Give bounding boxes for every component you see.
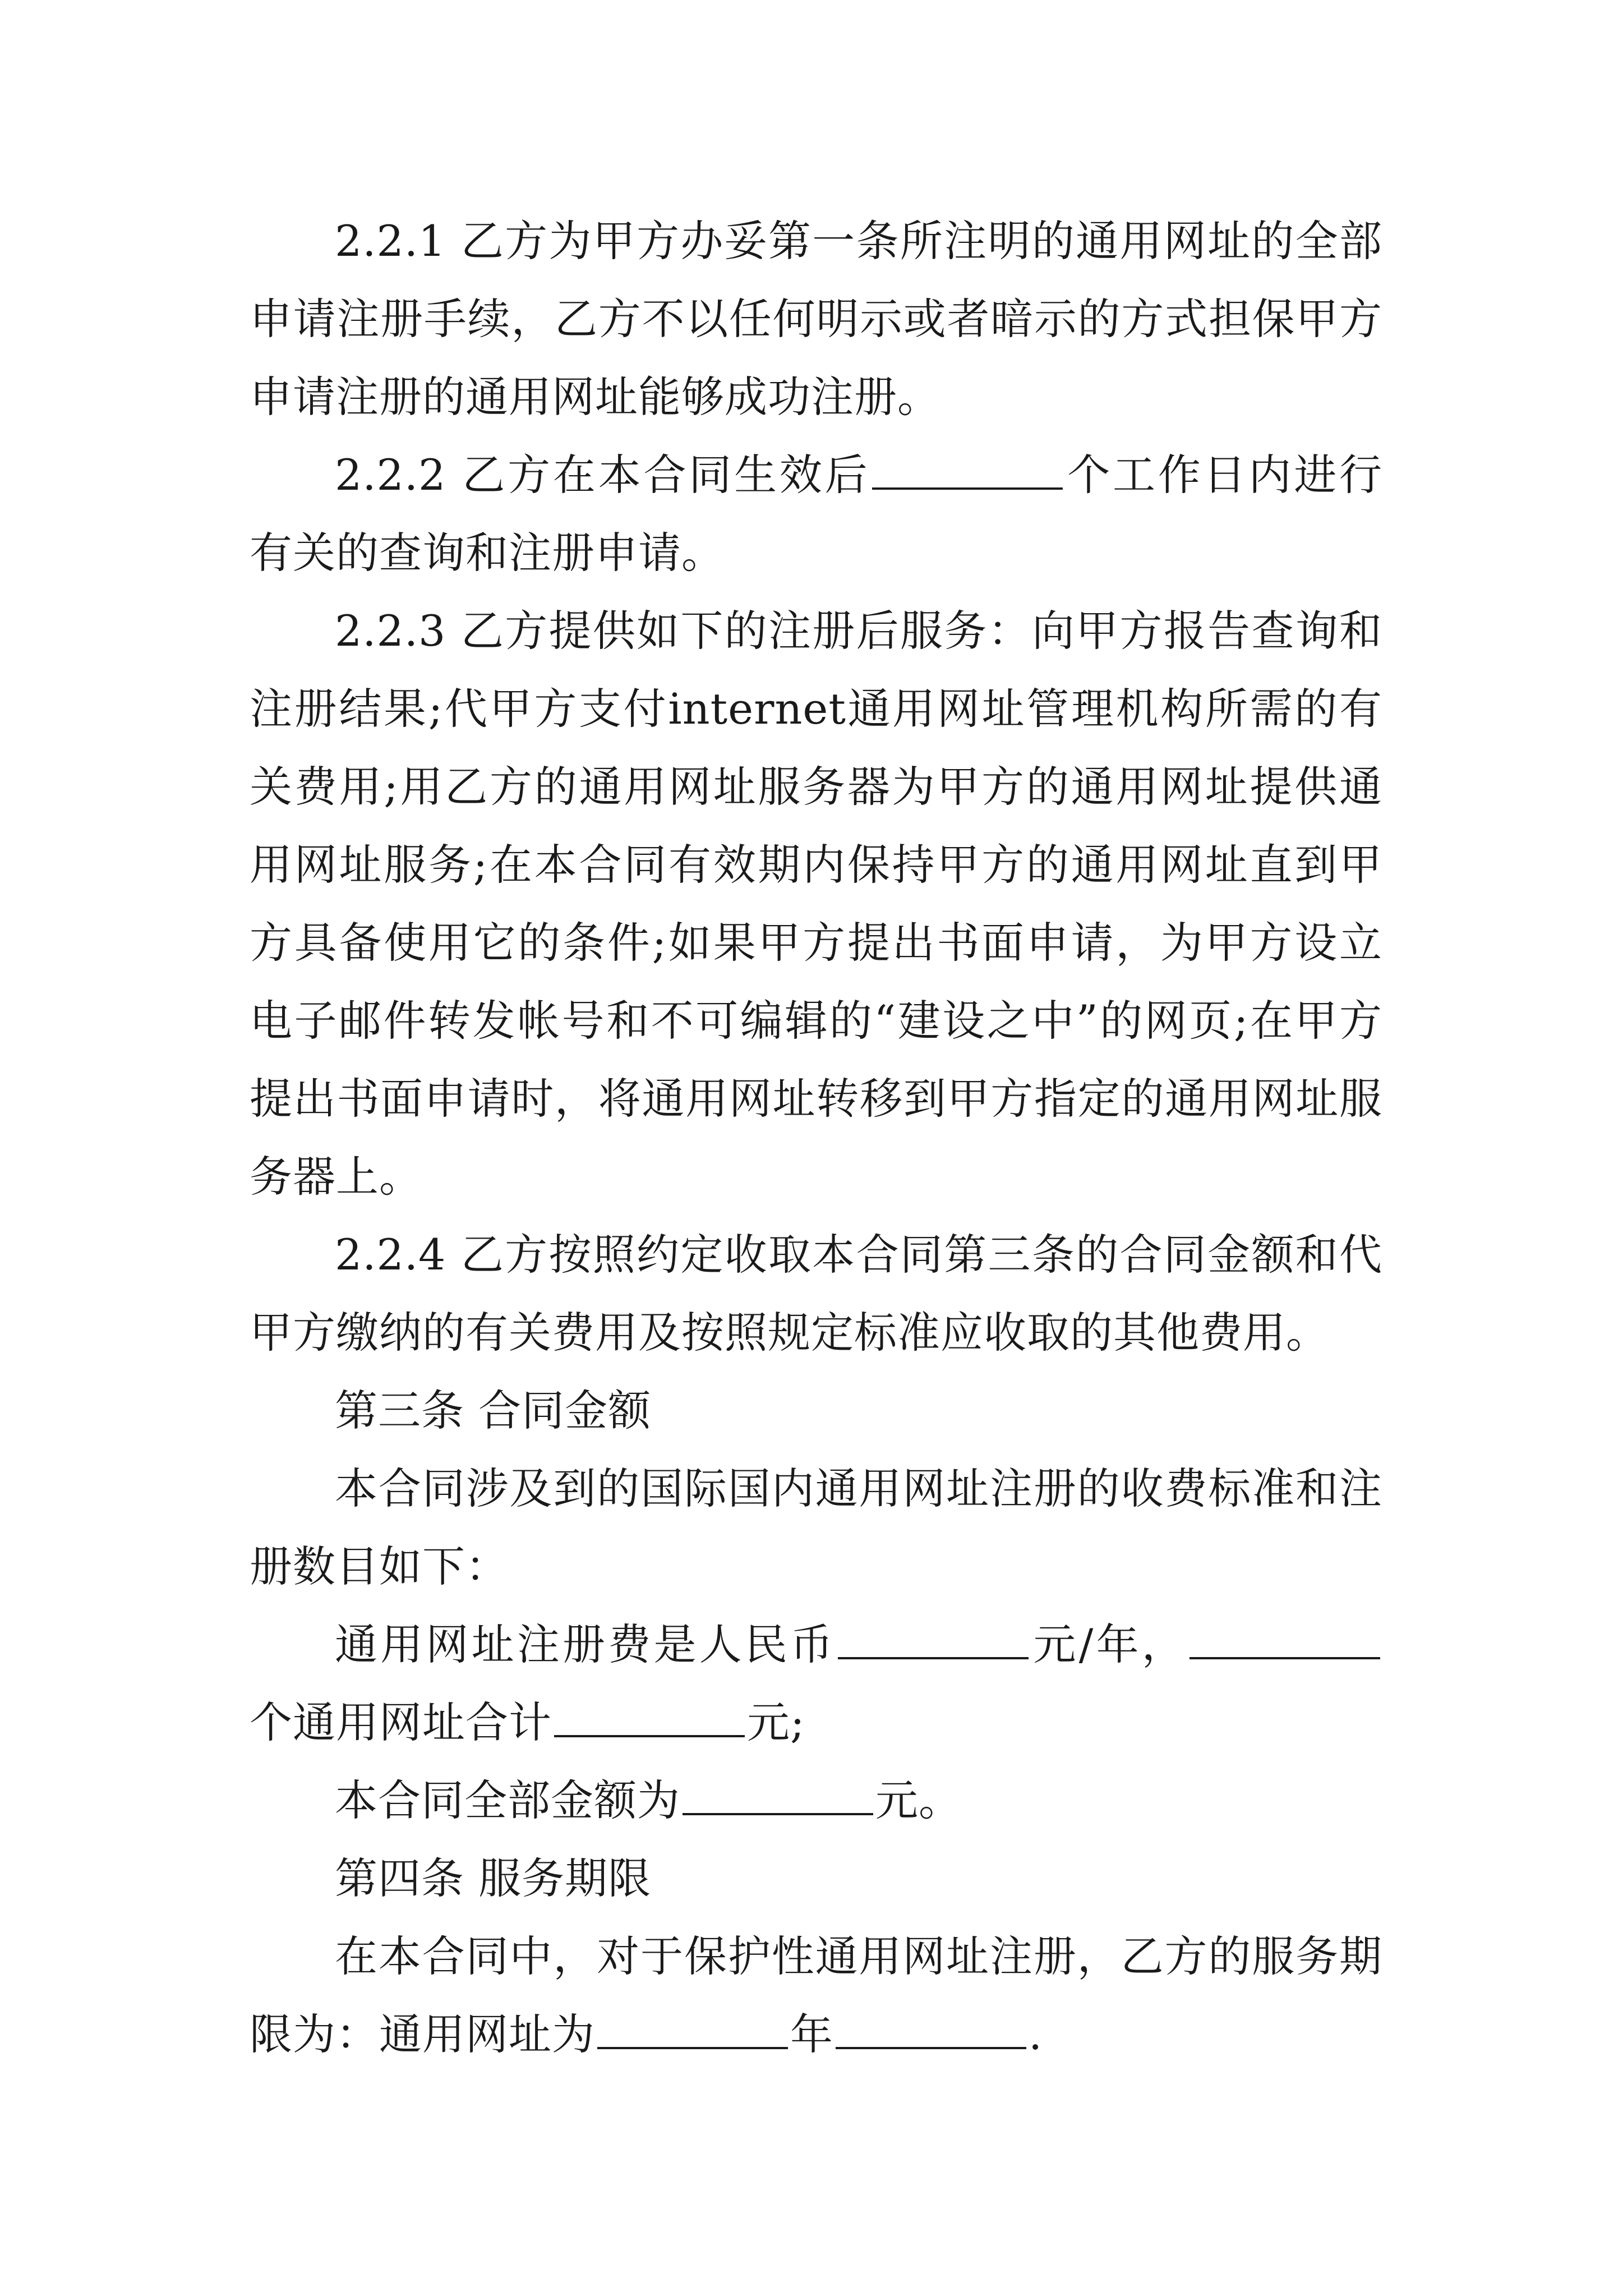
clause-2-2-3-text: 2.2.3 乙方提供如下的注册后服务：向甲方报告查询和注册结果;代甲方支付internet通用网址管理机构所需的有关费用;用乙方的通用网址服务器为甲方的通用网址提供通用网址服务;在本合同有效期内保持甲方的通用网址直到甲方具备使用它的条件;如果甲方提出书面申请，为甲方设立电子邮件转发帐号和不可编辑的“建设之中”的网页;在甲方提出书面申请时，将通用网址转移到甲方指定的通用网址服务器上。 <box>250 606 1382 1202</box>
address-count-blank <box>1189 1623 1380 1659</box>
service-years-blank <box>597 2013 788 2049</box>
clause-2-2-3 <box>250 592 1382 1216</box>
total-amount-text: 本合同全部金额为 <box>335 1775 680 1825</box>
workday-count-blank <box>872 454 1063 490</box>
article-3-intro-text: 本合同涉及到的国际国内通用网址注册的收费标准和注册数目如下： <box>250 1464 1382 1591</box>
clause-2-2-2 <box>250 436 1382 592</box>
article-3-title: 第三条 合同金额 <box>335 1386 652 1435</box>
clause-2-2-1 <box>250 202 1382 436</box>
article-3-intro <box>250 1450 1382 1605</box>
clause-2-2-4 <box>250 1216 1382 1372</box>
registration-fee-line <box>250 1605 1382 1761</box>
service-year-unit: 年 <box>790 2009 833 2059</box>
fee-total-text: 个通用网址合计 <box>250 1697 552 1747</box>
service-term-text: 在本合同中，对于保护性通用网址注册，乙方的服务期限为：通用网址为 <box>250 1931 1382 2059</box>
fee-per-year-blank <box>838 1623 1029 1659</box>
service-extra-blank <box>836 2013 1026 2049</box>
clause-2-2-1-text: 2.2.1 乙方为甲方办妥第一条所注明的通用网址的全部申请注册手续，乙方不以任何明示或者暗示的方式担保甲方申请注册的通用网址能够成功注册。 <box>250 216 1382 422</box>
clause-2-2-2-text-start: 2.2.2 乙方在本合同生效后 <box>335 450 870 500</box>
article-4-heading <box>250 1839 1382 1917</box>
service-term-line <box>250 1917 1382 2073</box>
total-amount-line <box>250 1761 1382 1839</box>
service-term-end: . <box>1029 2009 1043 2059</box>
document-body <box>250 202 1382 2073</box>
clause-2-2-4-text: 2.2.4 乙方按照约定收取本合同第三条的合同金额和代甲方缴纳的有关费用及按照规定标准应收取的其他费用。 <box>250 1230 1382 1358</box>
total-amount-unit: 元。 <box>875 1775 962 1825</box>
total-amount-blank <box>683 1779 873 1815</box>
fee-total-unit: 元; <box>747 1697 805 1747</box>
fee-text-start: 通用网址注册费是人民币 <box>335 1619 836 1669</box>
clause-2-2-2-text-end: 个工作日内进行有关的查询和注册申请。 <box>250 450 1382 578</box>
article-3-heading <box>250 1372 1382 1450</box>
article-4-title: 第四条 服务期限 <box>335 1853 652 1903</box>
fee-total-blank <box>554 1701 745 1737</box>
fee-unit-text: 元/年， <box>1031 1619 1188 1669</box>
